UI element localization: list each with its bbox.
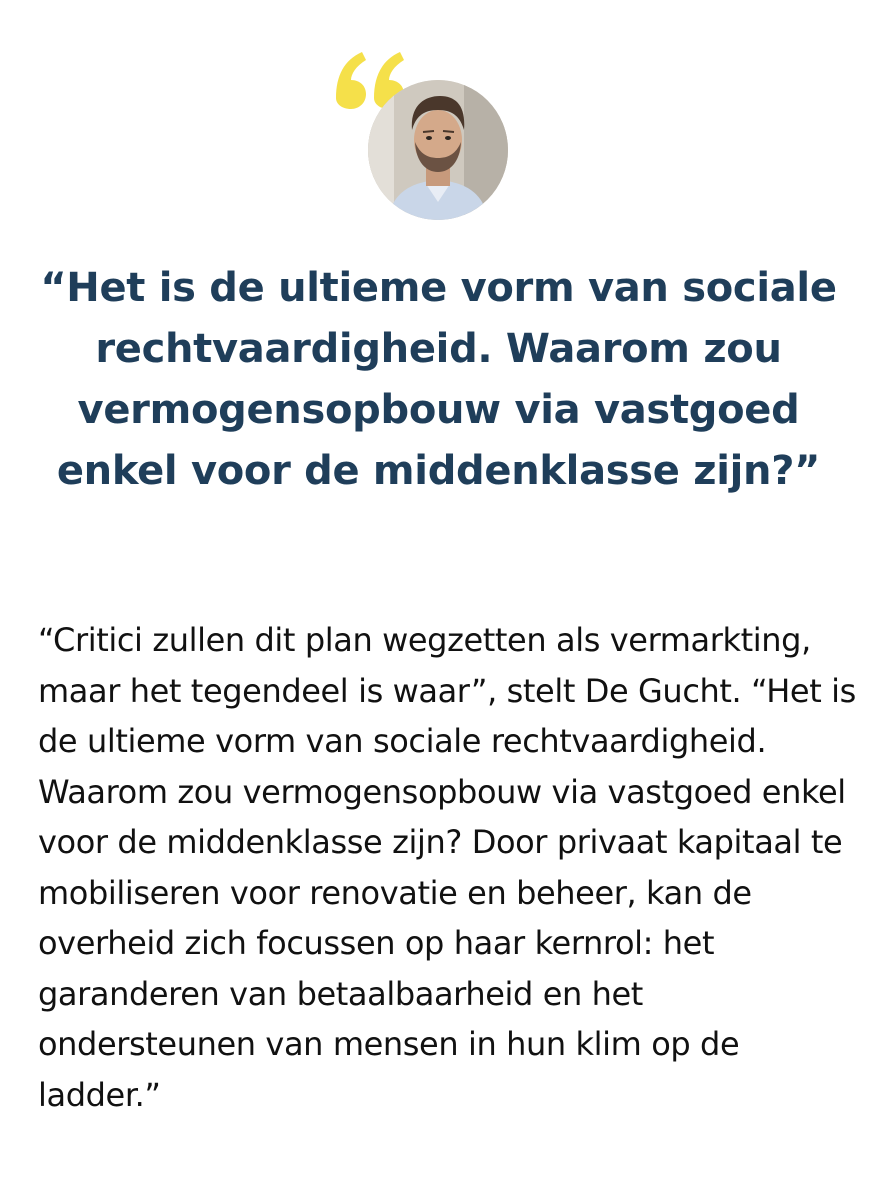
article-paragraph: “Critici zullen dit plan wegzetten als vermarkting, maar het tegendeel is waar”, stelt De Gucht. “Het is de ultieme vorm van sociale rechtvaardigheid. Waarom zou vermogensopbouw via vastgoed enkel voor de middenklasse zijn? Door privaat kapitaal te mobiliseren voor renovatie en beheer, kan de overheid zich focussen op haar kernrol: het garanderen van betaalbaarheid en het ondersteunen van mensen in hun klim op de ladder.” <box>38 621 856 1114</box>
author-avatar <box>368 80 508 220</box>
pull-quote: “Het is de ultieme vorm van sociale rechtvaardigheid. Waarom zou vermogensopbouw via vastgoed enkel voor de middenklasse zijn?” <box>40 265 837 494</box>
